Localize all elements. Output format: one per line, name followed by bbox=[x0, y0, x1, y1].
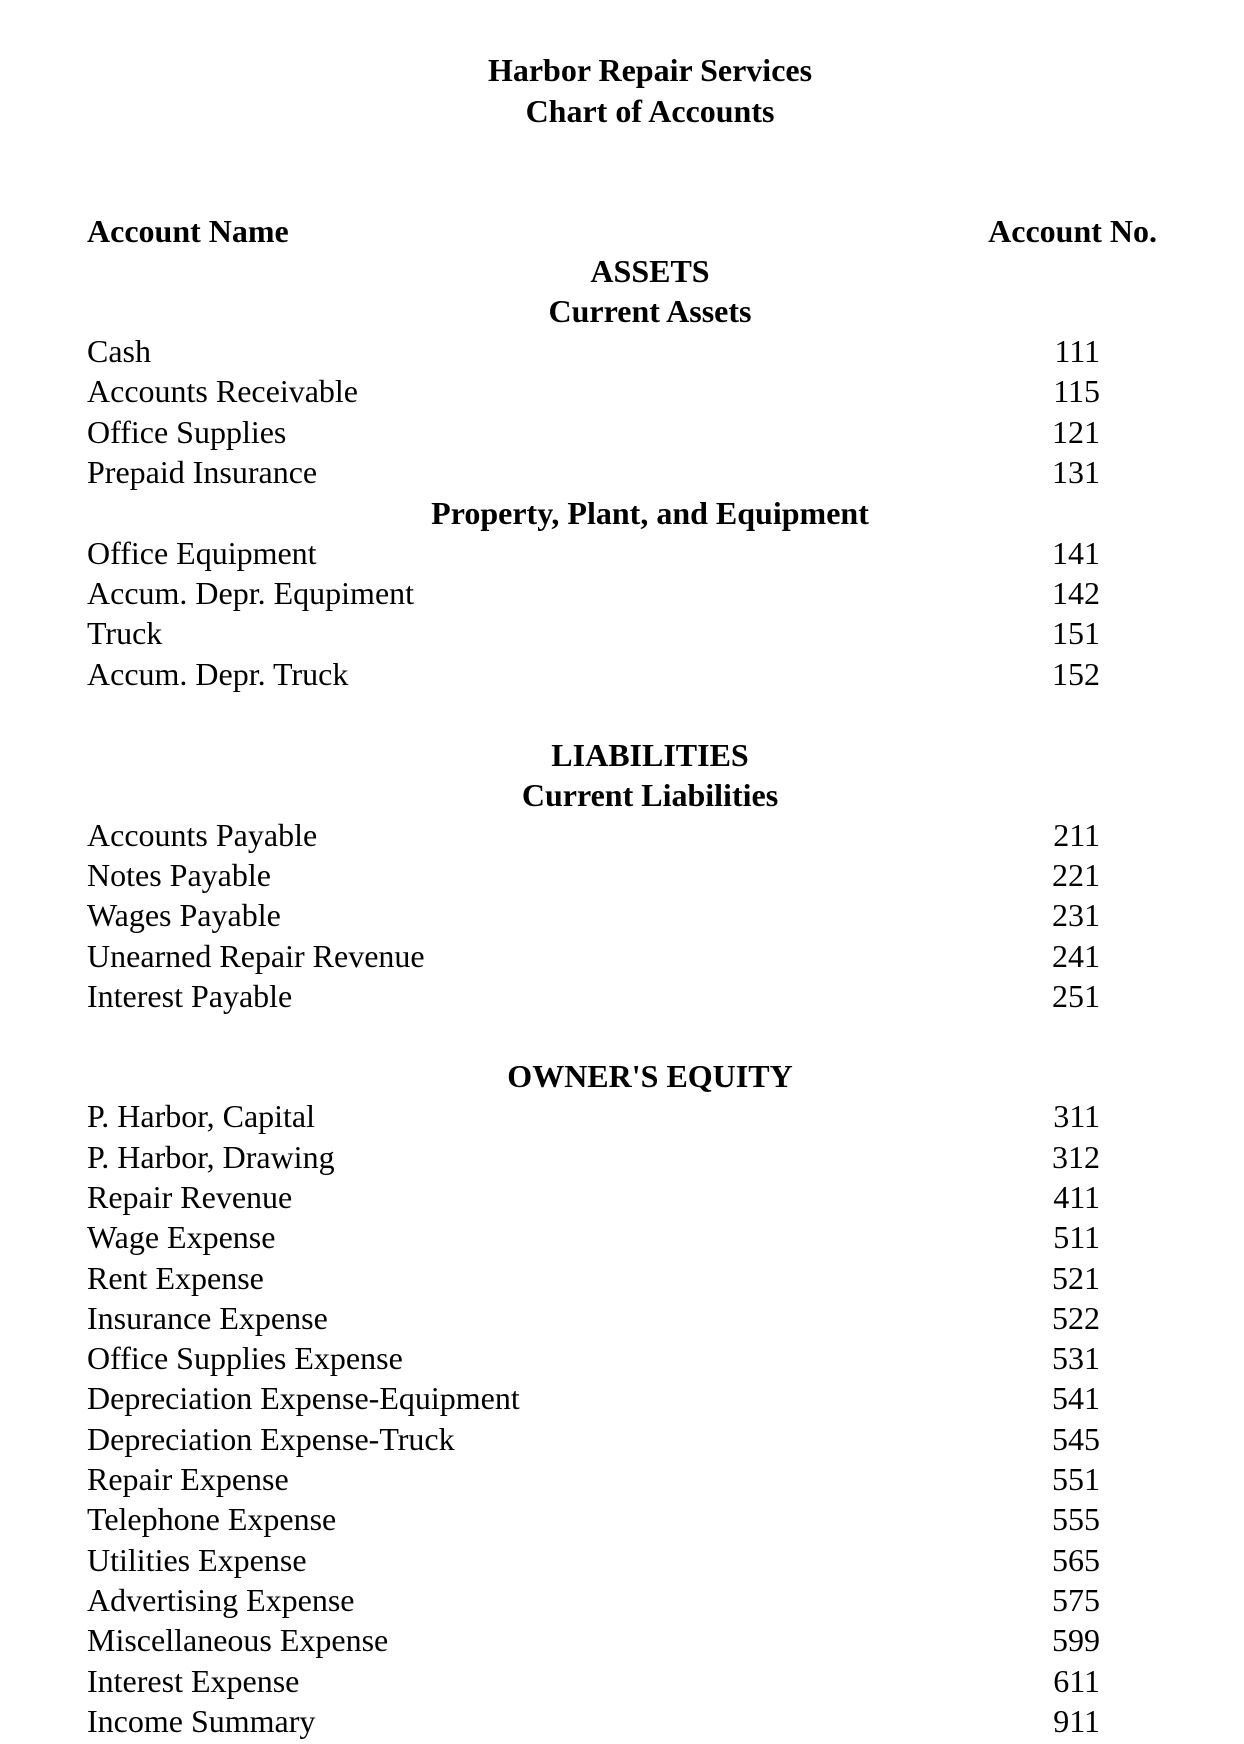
account-number: 511 bbox=[1053, 1219, 1100, 1255]
account-name: Income Summary bbox=[87, 1703, 316, 1739]
account-number: 531 bbox=[1052, 1340, 1100, 1376]
account-name: Office Equipment bbox=[87, 535, 317, 571]
account-name: Notes Payable bbox=[87, 857, 271, 893]
account-number: 551 bbox=[1052, 1461, 1100, 1497]
account-number: 131 bbox=[1052, 454, 1100, 490]
section-current-assets: Current Assets bbox=[548, 293, 752, 329]
document-title: Chart of Accounts bbox=[525, 93, 775, 129]
account-name: Truck bbox=[87, 615, 163, 651]
company-name: Harbor Repair Services bbox=[487, 52, 813, 88]
account-name: Wage Expense bbox=[87, 1219, 276, 1255]
account-number: 111 bbox=[1054, 333, 1100, 369]
account-name: Advertising Expense bbox=[87, 1582, 355, 1618]
account-number: 115 bbox=[1053, 373, 1100, 409]
account-number: 141 bbox=[1052, 535, 1100, 571]
account-name: Accum. Depr. Equpiment bbox=[87, 575, 415, 611]
account-number: 311 bbox=[1053, 1098, 1100, 1134]
account-number: 152 bbox=[1052, 656, 1100, 692]
account-name-header: Account Name bbox=[87, 213, 289, 249]
account-number: 121 bbox=[1052, 414, 1100, 450]
account-number: 545 bbox=[1052, 1421, 1100, 1457]
account-name: Accounts Receivable bbox=[87, 373, 358, 409]
account-name: Unearned Repair Revenue bbox=[87, 938, 425, 974]
account-number: 575 bbox=[1052, 1582, 1100, 1618]
account-name: Office Supplies Expense bbox=[87, 1340, 403, 1376]
account-name: Repair Revenue bbox=[87, 1179, 293, 1215]
section-current-liabilities: Current Liabilities bbox=[521, 777, 779, 813]
account-number: 241 bbox=[1052, 938, 1100, 974]
account-number: 411 bbox=[1053, 1179, 1100, 1215]
account-name: Depreciation Expense-Truck bbox=[87, 1421, 455, 1457]
account-number: 312 bbox=[1052, 1139, 1100, 1175]
account-name: Prepaid Insurance bbox=[87, 454, 318, 490]
account-name: Accum. Depr. Truck bbox=[87, 656, 349, 692]
account-name: Interest Payable bbox=[87, 978, 293, 1014]
account-number: 599 bbox=[1052, 1622, 1100, 1658]
account-name: Rent Expense bbox=[87, 1260, 264, 1296]
account-name: Insurance Expense bbox=[87, 1300, 328, 1336]
section-assets: ASSETS bbox=[590, 253, 710, 289]
account-number: 911 bbox=[1053, 1703, 1100, 1739]
account-name: Telephone Expense bbox=[87, 1501, 337, 1537]
account-number: 611 bbox=[1053, 1663, 1100, 1699]
account-number: 151 bbox=[1052, 615, 1100, 651]
account-name: Wages Payable bbox=[87, 897, 281, 933]
account-name: Office Supplies bbox=[87, 414, 287, 450]
account-number: 522 bbox=[1052, 1300, 1100, 1336]
account-name: Accounts Payable bbox=[87, 817, 318, 853]
account-number: 231 bbox=[1052, 897, 1100, 933]
account-number: 565 bbox=[1052, 1542, 1100, 1578]
account-number: 541 bbox=[1052, 1380, 1100, 1416]
account-name: P. Harbor, Drawing bbox=[87, 1139, 335, 1175]
account-name: Repair Expense bbox=[87, 1461, 289, 1497]
account-number-header: Account No. bbox=[988, 213, 1157, 249]
account-number: 555 bbox=[1052, 1501, 1100, 1537]
section-ppe: Property, Plant, and Equipment bbox=[431, 495, 869, 531]
account-number: 142 bbox=[1052, 575, 1100, 611]
section-liabilities: LIABILITIES bbox=[551, 737, 749, 773]
account-number: 251 bbox=[1052, 978, 1100, 1014]
section-owners-equity: OWNER'S EQUITY bbox=[507, 1058, 793, 1094]
account-number: 521 bbox=[1052, 1260, 1100, 1296]
account-name: Depreciation Expense-Equipment bbox=[87, 1380, 520, 1416]
account-name: Cash bbox=[87, 333, 151, 369]
account-name: Interest Expense bbox=[87, 1663, 300, 1699]
account-name: P. Harbor, Capital bbox=[87, 1098, 316, 1134]
account-name: Utilities Expense bbox=[87, 1542, 307, 1578]
account-name: Miscellaneous Expense bbox=[87, 1622, 389, 1658]
account-number: 211 bbox=[1053, 817, 1100, 853]
account-number: 221 bbox=[1052, 857, 1100, 893]
